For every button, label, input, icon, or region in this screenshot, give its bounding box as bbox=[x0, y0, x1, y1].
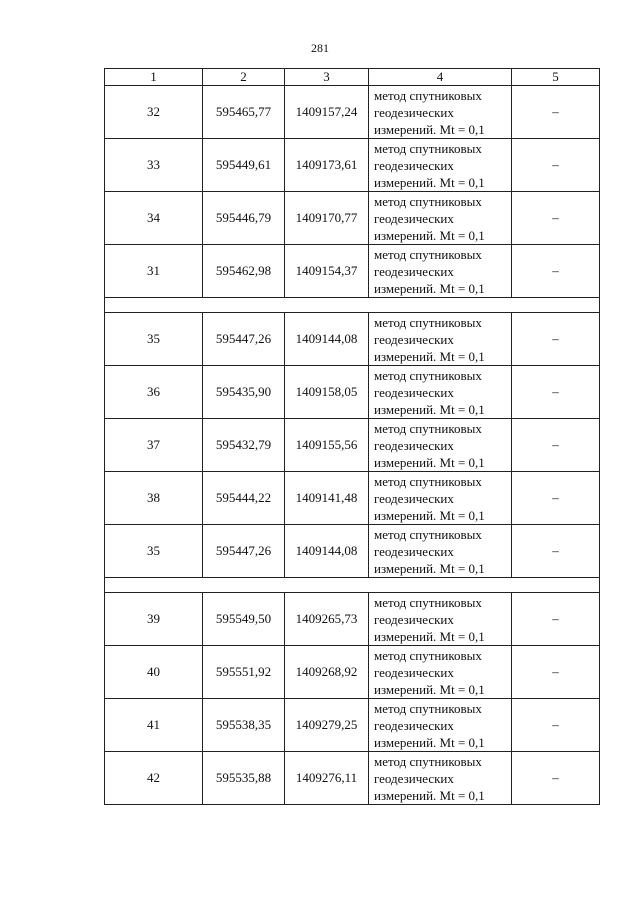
coordinates-table bbox=[104, 68, 600, 805]
method-cell bbox=[369, 472, 512, 525]
x-coordinate-cell: 595549,50 bbox=[203, 593, 285, 646]
point-number-cell: 36 bbox=[105, 366, 203, 419]
group-separator-cell bbox=[105, 298, 600, 313]
method-cell bbox=[369, 245, 512, 298]
method-cell bbox=[369, 313, 512, 366]
group-separator-row bbox=[105, 578, 600, 593]
column-5-cell: – bbox=[512, 593, 600, 646]
point-number-cell: 39 bbox=[105, 593, 203, 646]
method-text-line: измерений. Mt = 0,1 bbox=[374, 507, 485, 523]
table-row bbox=[105, 752, 600, 805]
x-coordinate-cell: 595446,79 bbox=[203, 192, 285, 245]
method-text-line: метод спутниковых bbox=[374, 647, 482, 663]
method-text-line: измерений. Mt = 0,1 bbox=[374, 787, 485, 803]
table-row bbox=[105, 366, 600, 419]
point-number-cell: 35 bbox=[105, 313, 203, 366]
method-text-line: геодезических bbox=[374, 331, 454, 347]
method-cell bbox=[369, 525, 512, 578]
method-cell bbox=[369, 593, 512, 646]
method-cell bbox=[369, 752, 512, 805]
header-col-4: 4 bbox=[369, 69, 512, 86]
header-col-1: 1 bbox=[105, 69, 203, 86]
y-coordinate-cell: 1409170,77 bbox=[285, 192, 369, 245]
point-number-cell: 34 bbox=[105, 192, 203, 245]
page-number: 281 bbox=[311, 41, 329, 55]
method-text-line: метод спутниковых bbox=[374, 87, 482, 103]
point-number-cell: 35 bbox=[105, 525, 203, 578]
y-coordinate-cell: 1409158,05 bbox=[285, 366, 369, 419]
point-number-cell: 41 bbox=[105, 699, 203, 752]
method-text-line: геодезических bbox=[374, 717, 454, 733]
column-5-cell: – bbox=[512, 646, 600, 699]
column-5-cell: – bbox=[512, 752, 600, 805]
y-coordinate-cell: 1409268,92 bbox=[285, 646, 369, 699]
method-text-line: измерений. Mt = 0,1 bbox=[374, 121, 485, 137]
table-row bbox=[105, 192, 600, 245]
point-number-cell: 38 bbox=[105, 472, 203, 525]
x-coordinate-cell: 595432,79 bbox=[203, 419, 285, 472]
x-coordinate-cell: 595462,98 bbox=[203, 245, 285, 298]
y-coordinate-cell: 1409173,61 bbox=[285, 139, 369, 192]
table-row bbox=[105, 699, 600, 752]
method-text-line: геодезических bbox=[374, 437, 454, 453]
header-col-2: 2 bbox=[203, 69, 285, 86]
method-text-line: метод спутниковых bbox=[374, 193, 482, 209]
point-number-cell: 33 bbox=[105, 139, 203, 192]
x-coordinate-cell: 595447,26 bbox=[203, 525, 285, 578]
method-text-line: метод спутниковых bbox=[374, 246, 482, 262]
method-text-line: измерений. Mt = 0,1 bbox=[374, 348, 485, 364]
y-coordinate-cell: 1409141,48 bbox=[285, 472, 369, 525]
table-row bbox=[105, 86, 600, 139]
method-text-line: метод спутниковых bbox=[374, 700, 482, 716]
x-coordinate-cell: 595538,35 bbox=[203, 699, 285, 752]
method-cell bbox=[369, 86, 512, 139]
method-text-line: измерений. Mt = 0,1 bbox=[374, 280, 485, 296]
column-5-cell: – bbox=[512, 313, 600, 366]
y-coordinate-cell: 1409144,08 bbox=[285, 313, 369, 366]
method-cell bbox=[369, 366, 512, 419]
method-text-line: метод спутниковых bbox=[374, 594, 482, 610]
point-number-cell: 42 bbox=[105, 752, 203, 805]
point-number-cell: 37 bbox=[105, 419, 203, 472]
y-coordinate-cell: 1409144,08 bbox=[285, 525, 369, 578]
x-coordinate-cell: 595535,88 bbox=[203, 752, 285, 805]
method-cell bbox=[369, 419, 512, 472]
column-5-cell: – bbox=[512, 472, 600, 525]
group-separator-row bbox=[105, 298, 600, 313]
method-text-line: геодезических bbox=[374, 611, 454, 627]
method-text-line: измерений. Mt = 0,1 bbox=[374, 174, 485, 190]
method-text-line: метод спутниковых bbox=[374, 473, 482, 489]
x-coordinate-cell: 595465,77 bbox=[203, 86, 285, 139]
y-coordinate-cell: 1409154,37 bbox=[285, 245, 369, 298]
method-cell bbox=[369, 192, 512, 245]
x-coordinate-cell: 595435,90 bbox=[203, 366, 285, 419]
method-text-line: геодезических bbox=[374, 157, 454, 173]
column-5-cell: – bbox=[512, 419, 600, 472]
y-coordinate-cell: 1409276,11 bbox=[285, 752, 369, 805]
x-coordinate-cell: 595551,92 bbox=[203, 646, 285, 699]
method-cell bbox=[369, 646, 512, 699]
method-text-line: геодезических bbox=[374, 384, 454, 400]
table-row bbox=[105, 419, 600, 472]
x-coordinate-cell: 595447,26 bbox=[203, 313, 285, 366]
column-5-cell: – bbox=[512, 192, 600, 245]
method-text-line: измерений. Mt = 0,1 bbox=[374, 681, 485, 697]
table-row bbox=[105, 525, 600, 578]
method-text-line: геодезических bbox=[374, 490, 454, 506]
y-coordinate-cell: 1409155,56 bbox=[285, 419, 369, 472]
table-row bbox=[105, 646, 600, 699]
column-5-cell: – bbox=[512, 366, 600, 419]
x-coordinate-cell: 595449,61 bbox=[203, 139, 285, 192]
column-5-cell: – bbox=[512, 86, 600, 139]
method-text-line: метод спутниковых bbox=[374, 753, 482, 769]
method-text-line: измерений. Mt = 0,1 bbox=[374, 454, 485, 470]
method-text-line: геодезических bbox=[374, 263, 454, 279]
method-text-line: метод спутниковых bbox=[374, 140, 482, 156]
column-5-cell: – bbox=[512, 139, 600, 192]
method-text-line: геодезических bbox=[374, 770, 454, 786]
point-number-cell: 32 bbox=[105, 86, 203, 139]
method-text-line: геодезических bbox=[374, 543, 454, 559]
point-number-cell: 31 bbox=[105, 245, 203, 298]
table-row bbox=[105, 245, 600, 298]
point-number-cell: 40 bbox=[105, 646, 203, 699]
y-coordinate-cell: 1409157,24 bbox=[285, 86, 369, 139]
method-text-line: метод спутниковых bbox=[374, 526, 482, 542]
table-row bbox=[105, 593, 600, 646]
column-5-cell: – bbox=[512, 699, 600, 752]
table-row bbox=[105, 313, 600, 366]
y-coordinate-cell: 1409265,73 bbox=[285, 593, 369, 646]
method-text-line: измерений. Mt = 0,1 bbox=[374, 560, 485, 576]
y-coordinate-cell: 1409279,25 bbox=[285, 699, 369, 752]
method-text-line: геодезических bbox=[374, 210, 454, 226]
table-row bbox=[105, 472, 600, 525]
method-cell bbox=[369, 139, 512, 192]
table-row bbox=[105, 139, 600, 192]
method-text-line: измерений. Mt = 0,1 bbox=[374, 401, 485, 417]
x-coordinate-cell: 595444,22 bbox=[203, 472, 285, 525]
method-text-line: метод спутниковых bbox=[374, 314, 482, 330]
header-row bbox=[105, 69, 600, 86]
column-5-cell: – bbox=[512, 525, 600, 578]
method-cell bbox=[369, 699, 512, 752]
method-text-line: метод спутниковых bbox=[374, 420, 482, 436]
method-text-line: геодезических bbox=[374, 664, 454, 680]
header-col-5: 5 bbox=[512, 69, 600, 86]
method-text-line: измерений. Mt = 0,1 bbox=[374, 227, 485, 243]
method-text-line: метод спутниковых bbox=[374, 367, 482, 383]
group-separator-cell bbox=[105, 578, 600, 593]
method-text-line: геодезических bbox=[374, 104, 454, 120]
header-col-3: 3 bbox=[285, 69, 369, 86]
method-text-line: измерений. Mt = 0,1 bbox=[374, 734, 485, 750]
method-text-line: измерений. Mt = 0,1 bbox=[374, 628, 485, 644]
column-5-cell: – bbox=[512, 245, 600, 298]
